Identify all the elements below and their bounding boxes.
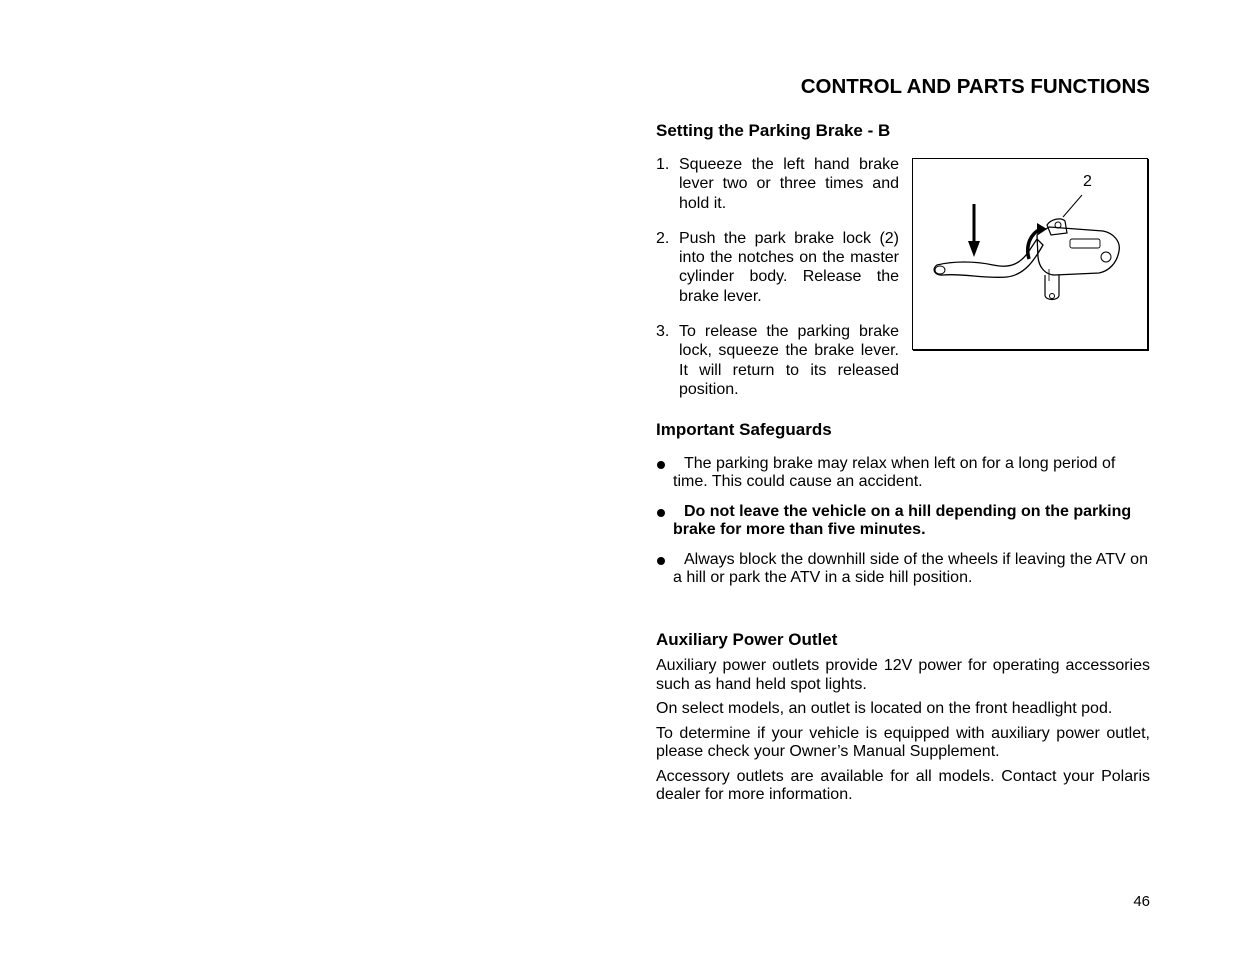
- paragraph: To determine if your vehicle is equipped with auxiliary power outlet, please check your Owner’s Manual Supplement.: [656, 724, 1150, 760]
- paragraph: On select models, an outlet is located on the front headlight pod.: [656, 700, 1113, 717]
- safeguards-list: [656, 455, 1150, 599]
- step-number: 1.: [656, 156, 670, 173]
- section-heading-power-outlet: Auxiliary Power Outlet: [656, 630, 838, 649]
- paragraph: Auxiliary power outlets provide 12V power for operating accessories such as hand held spot lights.: [656, 657, 1150, 693]
- step-item: [656, 229, 899, 306]
- power-outlet-text: [656, 657, 1150, 811]
- section-heading-safeguards: Important Safeguards: [656, 420, 832, 439]
- bullet-icon: [657, 557, 665, 565]
- paragraph: Accessory outlets are available for all models. Contact your Polaris dealer for more information.: [656, 767, 1150, 803]
- list-item: [656, 455, 1150, 490]
- step-item: [656, 322, 899, 399]
- parking-brake-steps: [656, 155, 899, 415]
- step-number: 3.: [656, 323, 670, 341]
- list-item: [656, 503, 1150, 538]
- list-item: [656, 551, 1150, 586]
- page-title: CONTROL AND PARTS FUNCTIONS: [800, 75, 1150, 98]
- page-number: 46: [1133, 893, 1150, 910]
- step-text: To release the parking brake lock, squeeze the brake lever. It will return to its released position.: [679, 323, 899, 398]
- list-item-text: Do not leave the vehicle on a hill depending on the parking brake for more than five minutes.: [673, 503, 1132, 538]
- brake-lever-figure: [912, 158, 1148, 350]
- callout-label: 2: [1083, 173, 1092, 190]
- step-text: Squeeze the left hand brake lever two or three times and hold it.: [679, 156, 899, 212]
- bullet-icon: [657, 461, 665, 469]
- list-item-text: Always block the downhill side of the wheels if leaving the ATV on a hill or park the ATV in a side hill position.: [673, 551, 1148, 586]
- brake-lever-illustration: [913, 159, 1149, 351]
- list-item-text: The parking brake may relax when left on for a long period of time. This could cause an accident.: [673, 455, 1116, 490]
- step-number: 2.: [656, 229, 670, 247]
- bullet-icon: [657, 509, 665, 517]
- step-item: [656, 155, 899, 213]
- section-heading-parking-brake: Setting the Parking Brake - B: [656, 121, 891, 140]
- step-text: Push the park brake lock (2) into the notches on the master cylinder body. Release the brake lever.: [679, 229, 899, 305]
